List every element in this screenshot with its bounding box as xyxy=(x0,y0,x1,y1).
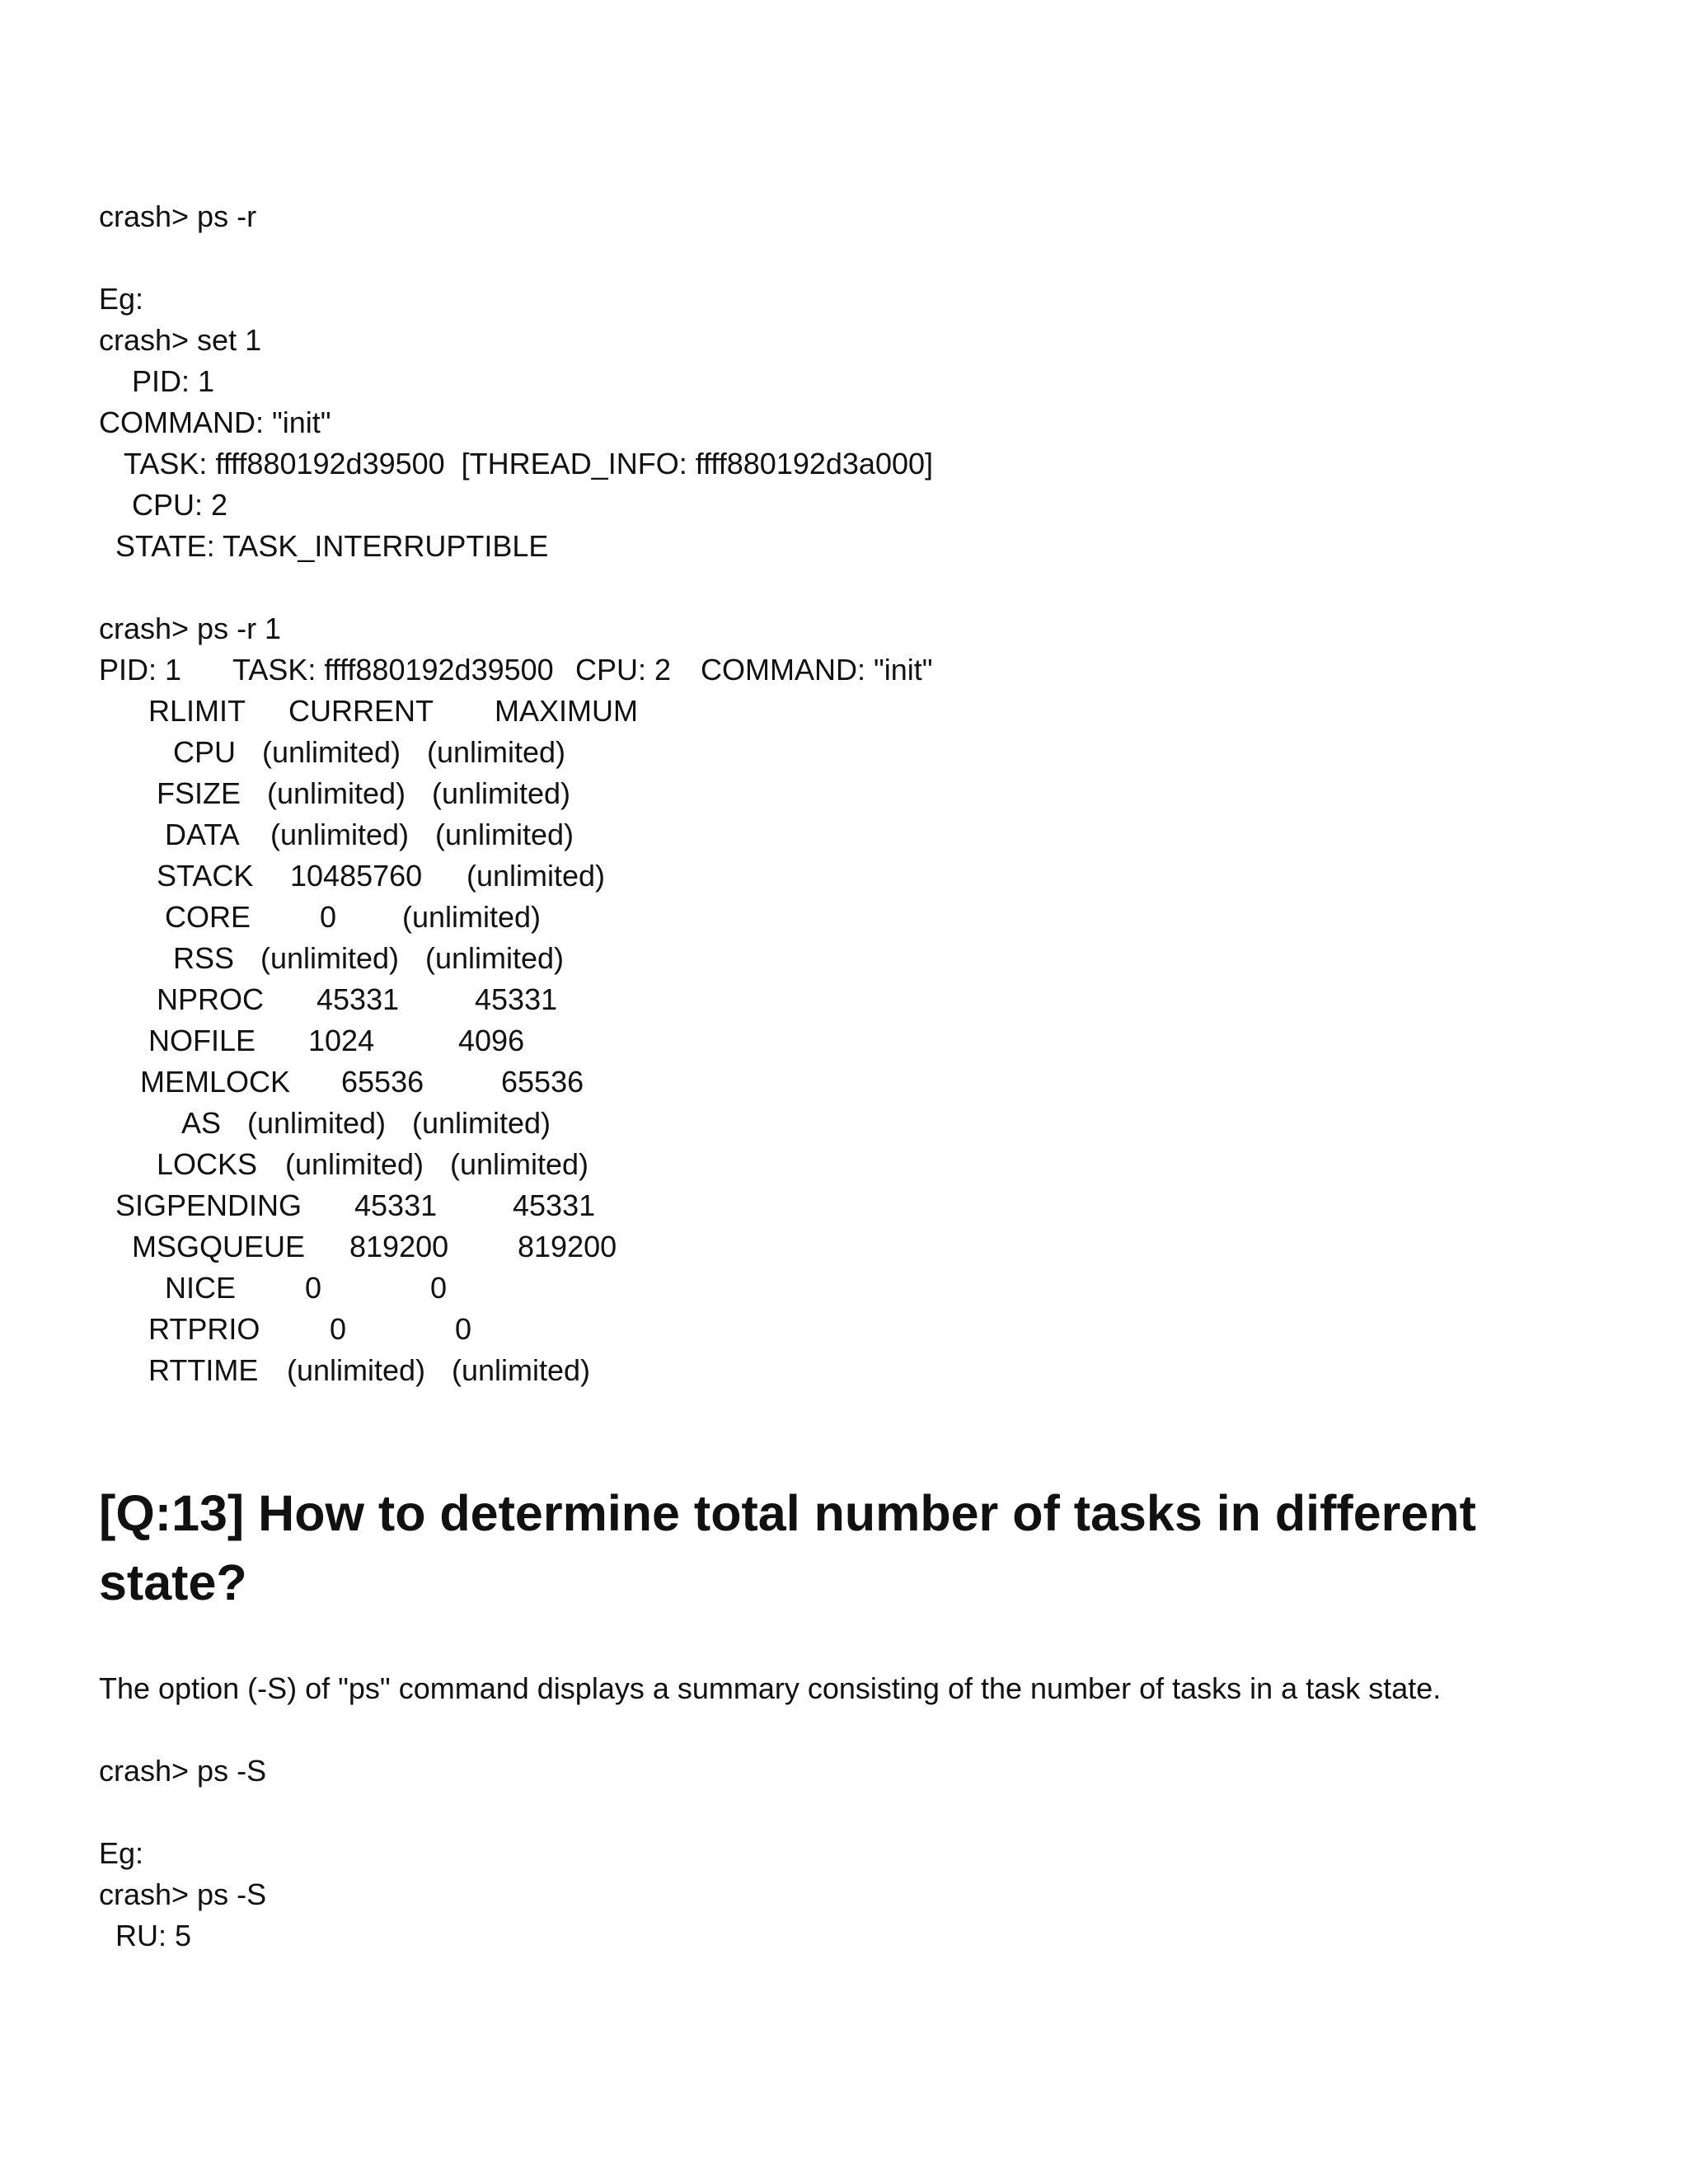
command-ps-r: crash> ps -r xyxy=(99,199,257,233)
rlimit-current: (unlimited) xyxy=(270,818,410,851)
cpu-line: CPU: 2 xyxy=(132,488,228,522)
rlimit-current: 10485760 xyxy=(290,859,423,893)
rlimit-name: MEMLOCK xyxy=(140,1065,291,1099)
rlimit-current: 0 xyxy=(320,900,337,934)
rlimit-current: 1024 xyxy=(308,1024,375,1057)
rlimit-header-maximum: MAXIMUM xyxy=(495,694,638,728)
rlimit-maximum: (unlimited) xyxy=(435,818,574,851)
summary-pid: PID: 1 xyxy=(99,653,182,687)
rlimit-maximum: 0 xyxy=(455,1312,472,1346)
command-set-1: crash> set 1 xyxy=(99,323,262,357)
rlimit-maximum: (unlimited) xyxy=(402,900,542,934)
rlimit-name: DATA xyxy=(165,818,240,851)
summary-task: TASK: ffff880192d39500 xyxy=(232,653,554,687)
command-ps-S-example: crash> ps -S xyxy=(99,1877,267,1911)
rlimit-name: LOCKS xyxy=(157,1147,258,1181)
rlimit-name: AS xyxy=(181,1106,222,1140)
rlimit-name: NOFILE xyxy=(148,1024,256,1057)
rlimit-maximum: 819200 xyxy=(518,1230,617,1263)
rlimit-maximum: 45331 xyxy=(475,982,558,1016)
rlimit-name: NICE xyxy=(165,1271,237,1305)
rlimit-maximum: (unlimited) xyxy=(425,941,565,975)
rlimit-current: (unlimited) xyxy=(285,1147,424,1181)
rlimit-maximum: (unlimited) xyxy=(450,1147,589,1181)
rlimit-current: (unlimited) xyxy=(260,941,400,975)
rlimit-maximum: (unlimited) xyxy=(467,859,606,893)
command-line: COMMAND: "init" xyxy=(99,405,331,439)
rlimit-name: STACK xyxy=(157,859,254,893)
eg-label-2: Eg: xyxy=(99,1836,144,1870)
rlimit-current: 45331 xyxy=(354,1188,438,1222)
summary-command: COMMAND: "init" xyxy=(701,653,933,687)
pid-line: PID: 1 xyxy=(132,364,215,398)
summary-cpu: CPU: 2 xyxy=(575,653,672,687)
rlimit-current: 819200 xyxy=(349,1230,449,1263)
rlimit-maximum: (unlimited) xyxy=(452,1353,591,1387)
rlimit-name: FSIZE xyxy=(157,776,241,810)
ru-line: RU: 5 xyxy=(115,1919,192,1952)
section-heading-q13: [Q:13] How to determine total number of tasks in different state? xyxy=(99,1485,1476,1610)
command-ps-r-1: crash> ps -r 1 xyxy=(99,612,282,645)
rlimit-current: 45331 xyxy=(316,982,400,1016)
rlimit-header-current: CURRENT xyxy=(288,694,434,728)
rlimit-maximum: (unlimited) xyxy=(412,1106,551,1140)
rlimit-maximum: (unlimited) xyxy=(427,735,566,769)
rlimit-header-rlimit: RLIMIT xyxy=(148,694,246,728)
rlimit-name: CORE xyxy=(165,900,251,934)
rlimit-name: NPROC xyxy=(157,982,265,1016)
description-paragraph: The option (-S) of "ps" command displays a summary consisting of the number of tasks in a task state. xyxy=(99,1671,1442,1705)
task-line: TASK: ffff880192d39500 [THREAD_INFO: ffff880192d3a000] xyxy=(124,447,934,480)
command-ps-S: crash> ps -S xyxy=(99,1754,267,1788)
rlimit-name: CPU xyxy=(173,735,237,769)
rlimit-maximum: 65536 xyxy=(501,1065,584,1099)
rlimit-name: RSS xyxy=(173,941,235,975)
rlimit-name: MSGQUEUE xyxy=(132,1230,306,1263)
rlimit-current: (unlimited) xyxy=(262,735,401,769)
rlimit-current: (unlimited) xyxy=(267,776,406,810)
rlimit-maximum: 4096 xyxy=(458,1024,525,1057)
rlimit-name: RTTIME xyxy=(148,1353,259,1387)
rlimit-name: SIGPENDING xyxy=(115,1188,302,1222)
rlimit-current: (unlimited) xyxy=(287,1353,426,1387)
rlimit-maximum: 0 xyxy=(430,1271,448,1305)
rlimit-maximum: (unlimited) xyxy=(432,776,571,810)
rlimit-current: 65536 xyxy=(341,1065,424,1099)
rlimit-name: RTPRIO xyxy=(148,1312,260,1346)
rlimit-maximum: 45331 xyxy=(513,1188,596,1222)
eg-label: Eg: xyxy=(99,282,144,316)
state-line: STATE: TASK_INTERRUPTIBLE xyxy=(115,529,549,563)
rlimit-current: 0 xyxy=(330,1312,347,1346)
rlimit-current: 0 xyxy=(305,1271,322,1305)
rlimit-current: (unlimited) xyxy=(247,1106,387,1140)
